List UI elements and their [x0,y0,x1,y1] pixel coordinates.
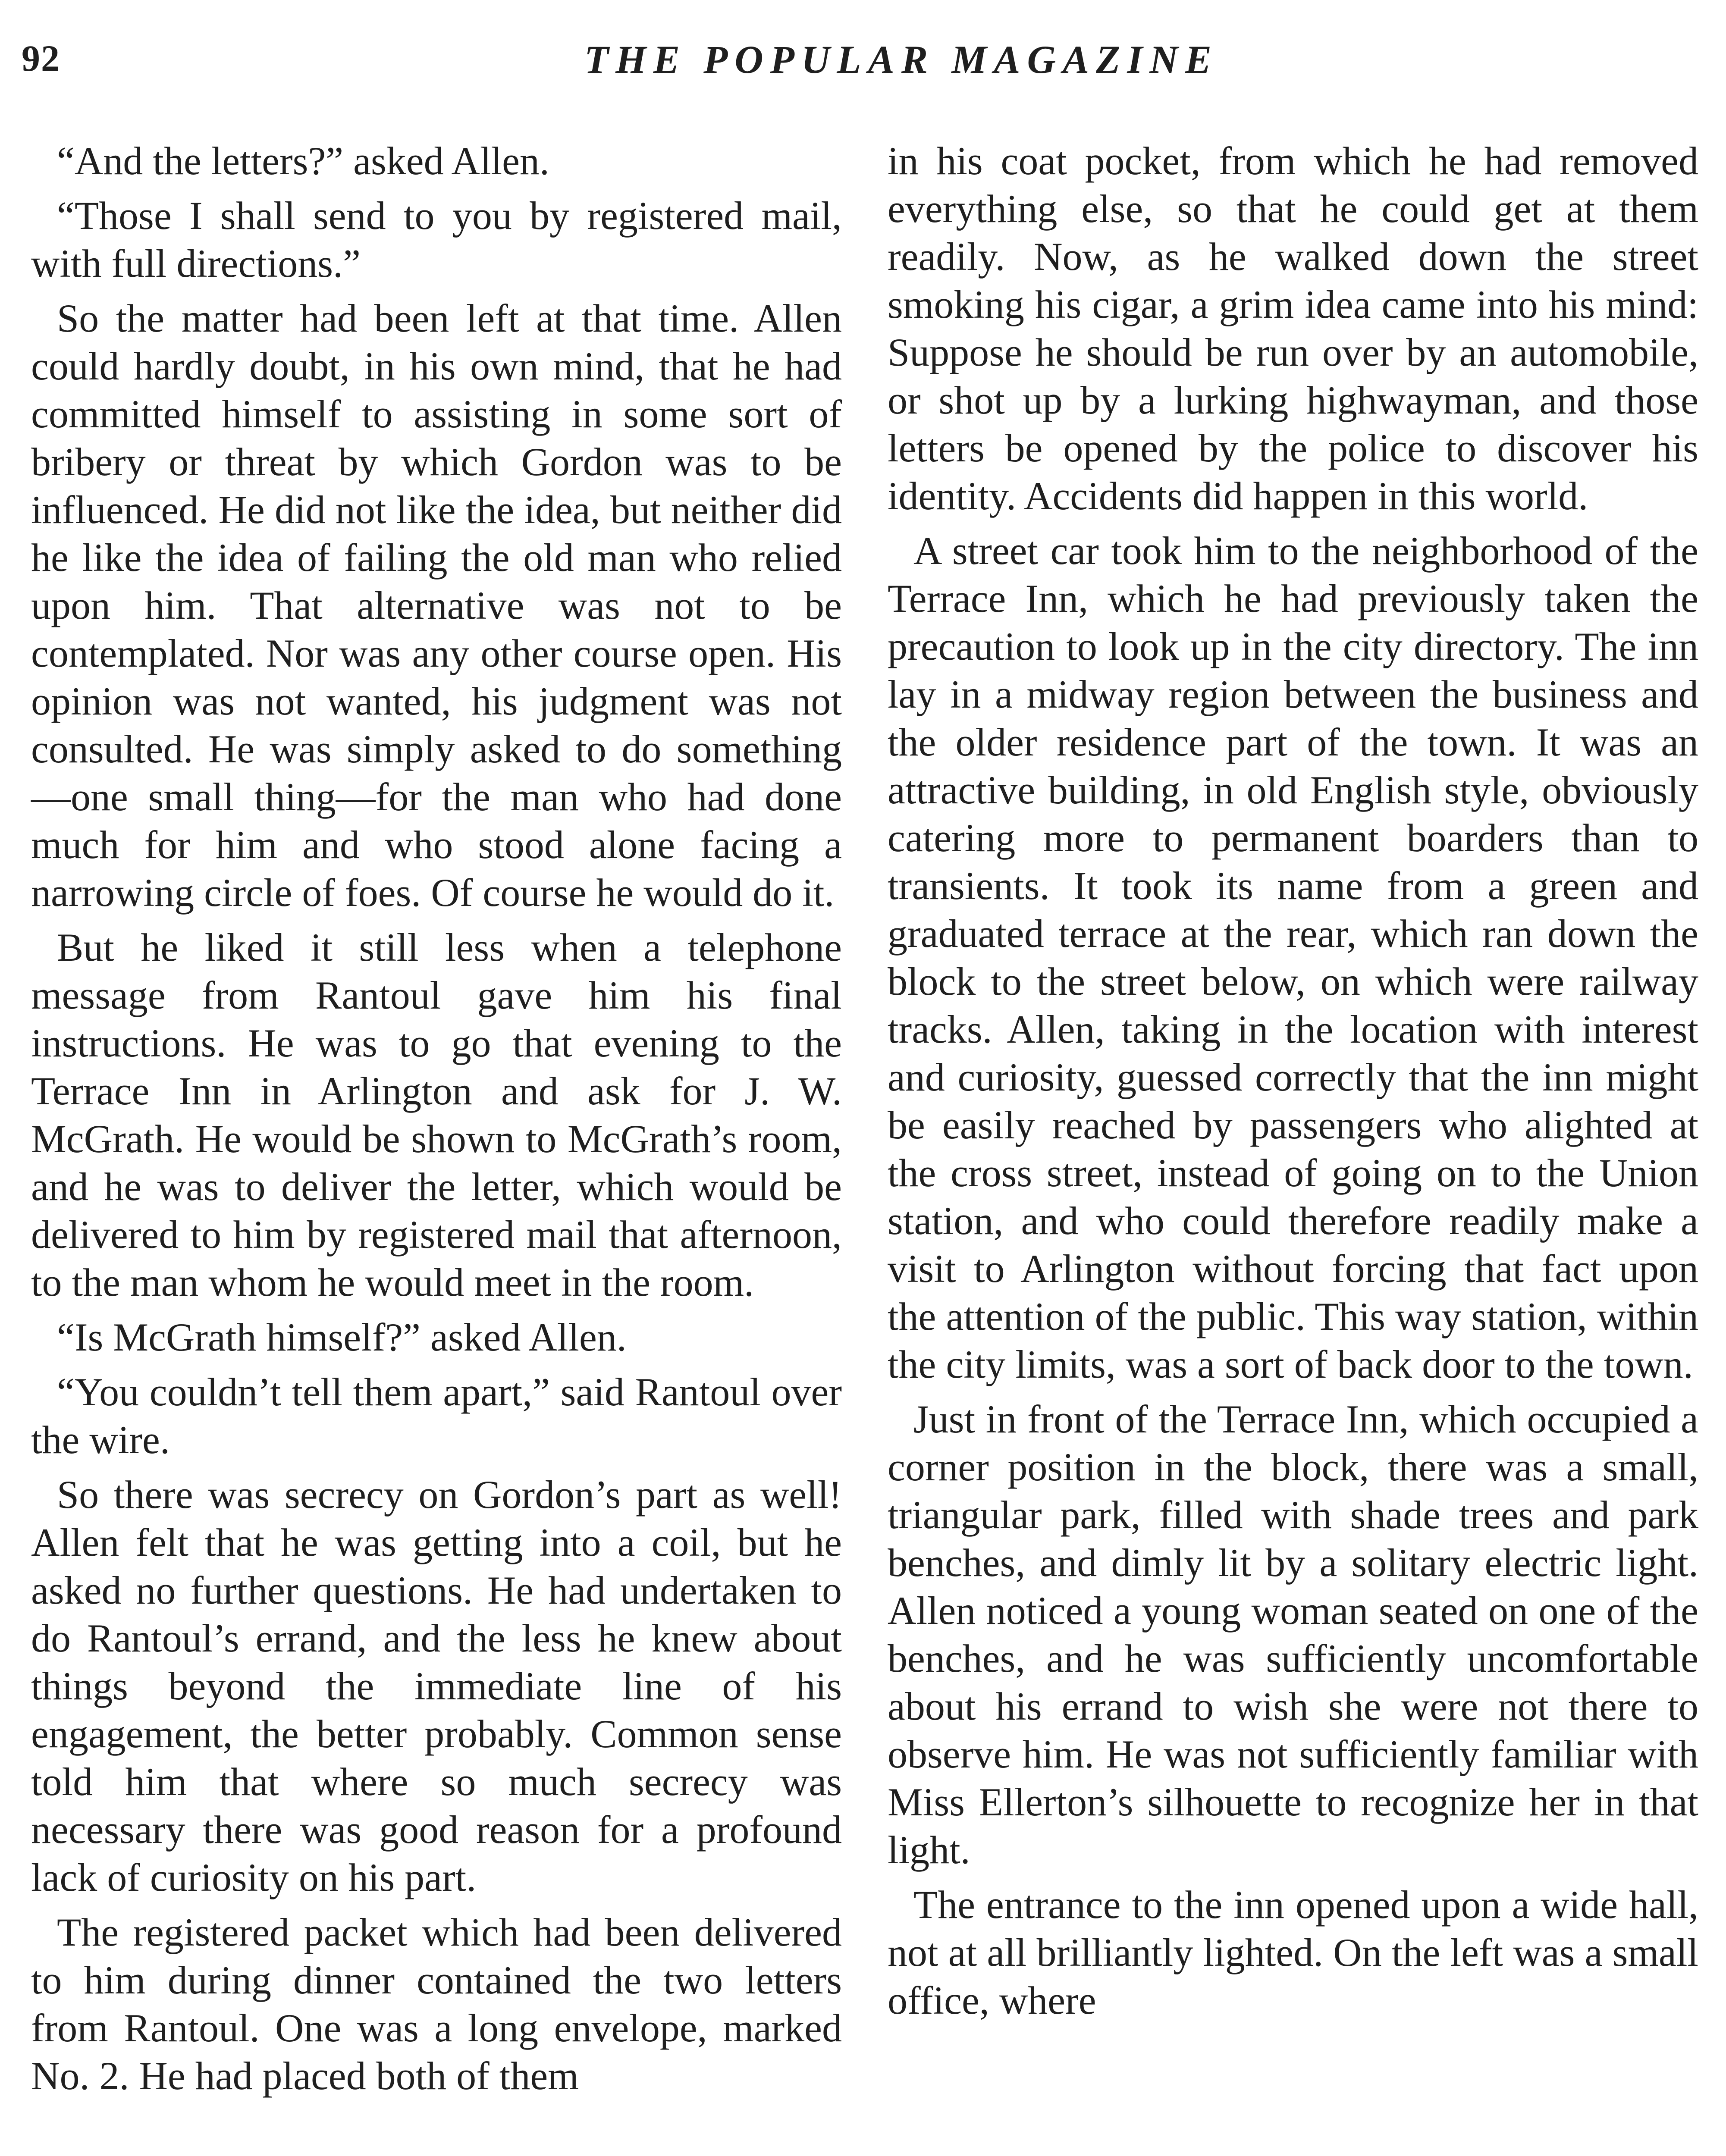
paragraph: So the matter had been left at that time. Allen could hardly doubt, in his own mind, that he had committed himself to assisting in some sort of bribery or threat by which Gordon was to be influenced. He did not like the idea, but neither did he like the idea of failing the old man who relied upon him. That alternative was not to be contemplated. Nor was any other course open. His opinion was not wanted, his judgment was not consulted. He was simply asked to do something—one small thing—for the man who had done much for him and who stood alone facing a narrowing circle of foes. Of course he would do it. [31,296,842,915]
paragraph: Just in front of the Terrace Inn, which occupied a corner position in the block, there was a small, triangular park, filled with shade trees and park benches, and dimly lit by a solitary electric light. Allen noticed a young woman seated on one of the benches, and he was sufficiently uncomfortable about his errand to wish she were not there to observe him. He was not sufficiently familiar with Miss Ellerton’s silhouette to recognize her in that light. [888,1397,1698,1872]
paragraph: “You couldn’t tell them apart,” said Rantoul over the wire. [31,1370,842,1462]
running-head: THE POPULAR MAGAZINE [584,38,1219,81]
paragraph: The entrance to the inn opened upon a wide hall, not at all brilliantly lighted. On the left was a small office, where [888,1883,1698,2022]
right-column [888,137,1698,2031]
paragraph: A street car took him to the neighborhood of the Terrace Inn, which he had previously taken the precaution to look up in the city directory. The inn lay in a midway region between the business and the older residence part of the town. It was an attractive building, in old English style, obviously catering more to permanent boarders than to transients. It took its name from a green and graduated terrace at the rear, which ran down the block to the street below, on which were railway tracks. Allen, taking in the location with interest and curiosity, guessed correctly that the inn might be easily reached by passengers who alighted at the cross street, instead of going on to the Union station, and who could therefore readily make a visit to Arlington without forcing that fact upon the attention of the public. This way station, within the city limits, was a sort of back door to the town. [888,529,1698,1386]
left-column [31,137,842,2107]
paragraph: The registered packet which had been delivered to him during dinner contained the two letters from Rantoul. One was a long envelope, marked No. 2. He had placed both of them [31,1910,842,2098]
paragraph: “Those I shall send to you by registered mail, with full directions.” [31,194,842,285]
paragraph: in his coat pocket, from which he had removed everything else, so that he could get at them readily. Now, as he walked down the street smoking his cigar, a grim idea came into his mind: Suppose he should be run over by an automobile, or shot up by a lurking highwayman, and those letters be opened by the police to discover his identity. Accidents did happen in this world. [888,139,1698,518]
page-number: 92 [22,38,60,79]
paragraph: “Is McGrath himself?” asked Allen. [57,1315,627,1359]
paragraph: So there was secrecy on Gordon’s part as well! Allen felt that he was getting into a coil, but he asked no further questions. He had undertaken to do Rantoul’s errand, and the less he knew about things beyond the immediate line of his engagement, the better probably. Common sense told him that where so much secrecy was necessary there was good reason for a profound lack of curiosity on his part. [31,1473,842,1899]
paragraph: “And the letters?” asked Allen. [57,139,549,183]
paragraph: But he liked it still less when a telephone message from Rantoul gave him his final instructions. He was to go that evening to the Terrace Inn in Arlington and ask for J. W. McGrath. He would be shown to McGrath’s room, and he was to deliver the letter, which would be delivered to him by registered mail that afternoon, to the man whom he would meet in the room. [31,925,842,1304]
